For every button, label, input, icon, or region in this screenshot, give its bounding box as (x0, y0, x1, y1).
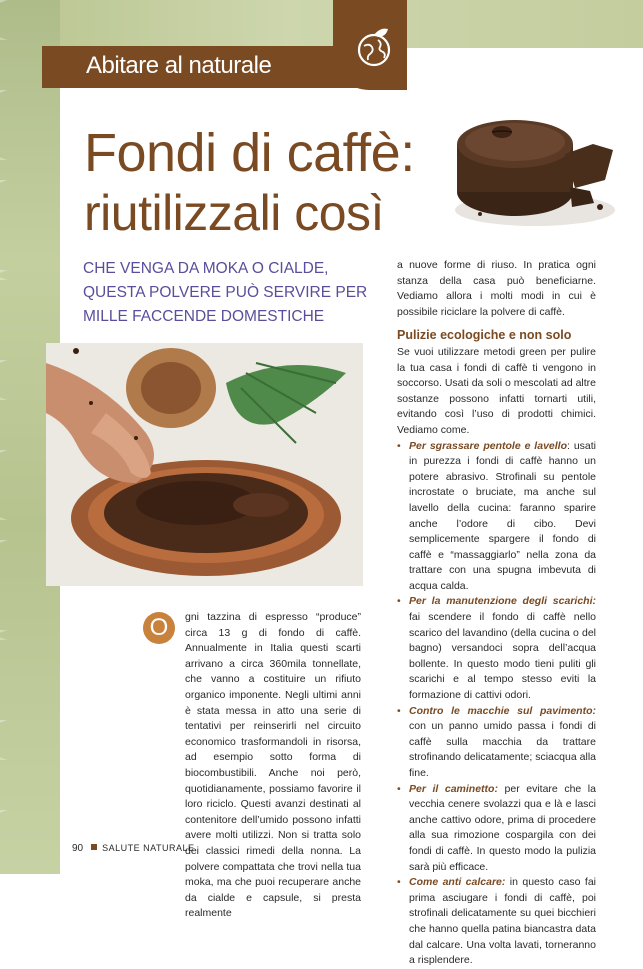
page-number: 90 (72, 843, 84, 854)
drop-cap: O (143, 612, 175, 644)
section-label: Abitare al naturale (86, 52, 272, 79)
tip-lead: Per sgrassare pentole e lavello (409, 439, 567, 452)
tip-lead: Per il caminetto: (409, 782, 498, 795)
body-column-left (149, 610, 361, 922)
section-heading: Pulizie ecologiche e non solo (397, 328, 572, 343)
tip-text: per evitare che la vecchia cenere svolazzi qua e là e lasci anche cattivo odore, prima di procedere alla sua rimozione cospargila con dei fondi di caffè. In questo modo la pulizia sarà più efficace. (409, 782, 596, 873)
leaf-background-top (0, 0, 643, 48)
coffee-bowl-hand-photo (46, 343, 363, 586)
magazine-name: SALUTE NATURALE (102, 843, 195, 853)
tip-lead: Per la manutenzione degli scarichi: (409, 595, 596, 608)
tip-text: : usati in purezza i fondi di caffè hanno un potere abrasivo. Strofinali su pentole incrostate o bruciate, ma anche sul lavello della cucina: faranno sparire anche l’odore di cibo. Devi semplicemente spargere il fondo di caffè e “massaggiarlo” nella zona da trattare con una spugna imbevuta di acqua calda. (409, 439, 596, 592)
coffee-grounds-puck-photo (440, 92, 630, 242)
tip-lead: Contro le macchie sul pavimento: (409, 704, 596, 717)
article-subtitle: CHE VENGA DA MOKA O CIALDE, QUESTA POLVERE PUÒ SERVIRE PER MILLE FACCENDE DOMESTICHE (83, 260, 368, 325)
article-title-line-2: riutilizzali così (84, 185, 384, 241)
tip-item (397, 594, 596, 703)
footer-square-icon (91, 844, 97, 850)
tip-item (397, 439, 596, 595)
tip-item (397, 875, 596, 969)
intro-paragraph: gni tazzina di espresso “produce” circa 13 g di fondo di caffè. Annualmente in Italia questi scarti arrivano a circa 360mila tonnellate, che vanno a costituire un rifiuto organico imponente. Negli ultimi anni è stata messa in atto una serie di tentativi per reinserirli nel circuito economico trasformandoli in risorsa, ad esempio sotto forma di biocombustibili. Anche noi però, quotidianamente, possiamo favorire il loro riciclo. Questi avanzi destinati al contenitore dell’umido possono infatti avere molti utilizzi. Non si tratta solo dei classici rimedi della nonna. La polvere compattata che trovi nella tua moka, ma che puoi recuperare anche da cialde e capsule, si presta realmente (185, 611, 361, 920)
page-footer (72, 843, 194, 854)
body-column-right (397, 258, 596, 969)
tip-item (397, 782, 596, 876)
tip-item (397, 704, 596, 782)
article-title-line-1: Fondi di caffè: (84, 123, 415, 183)
tip-text: con un panno umido passa i fondi di caffè sulla macchia da trattare strofinando delicatamente; sciacqua alla fine. (409, 720, 596, 779)
section-intro-paragraph: Se vuoi utilizzare metodi green per pulire la tua casa i fondi di caffè ti vengono in soccorso. Usati da soli o mescolati ad altre sostanze possono infatti tornarti utili, evitando così l’uso di prodotti chimici. Vediamo come. (397, 345, 597, 436)
globe-leaf-icon (352, 26, 396, 70)
continuation-paragraph: a nuove forme di riuso. In pratica ogni stanza della casa può beneficiarne. Vediamo allora i molti modi in cui è possibile riciclare la polvere di caffè. (397, 259, 596, 318)
tip-lead: Come anti calcare: (409, 876, 506, 889)
tip-text: in questo caso fai prima asciugare i fondi di caffè, poi strofinali delicatamente su quei bicchieri che hanno quella patina biancastra data dal calcare. Una volta lavati, torneranno a risplendere. (409, 876, 597, 967)
tip-text: fai scendere il fondo di caffè nello scarico del lavandino (della cucina o del bagno) versandoci sopra dell’acqua bollente. In questo modo tieni puliti gli scarichi e al tempo stesso eviti la formazione di cattivi odori. (409, 611, 596, 702)
